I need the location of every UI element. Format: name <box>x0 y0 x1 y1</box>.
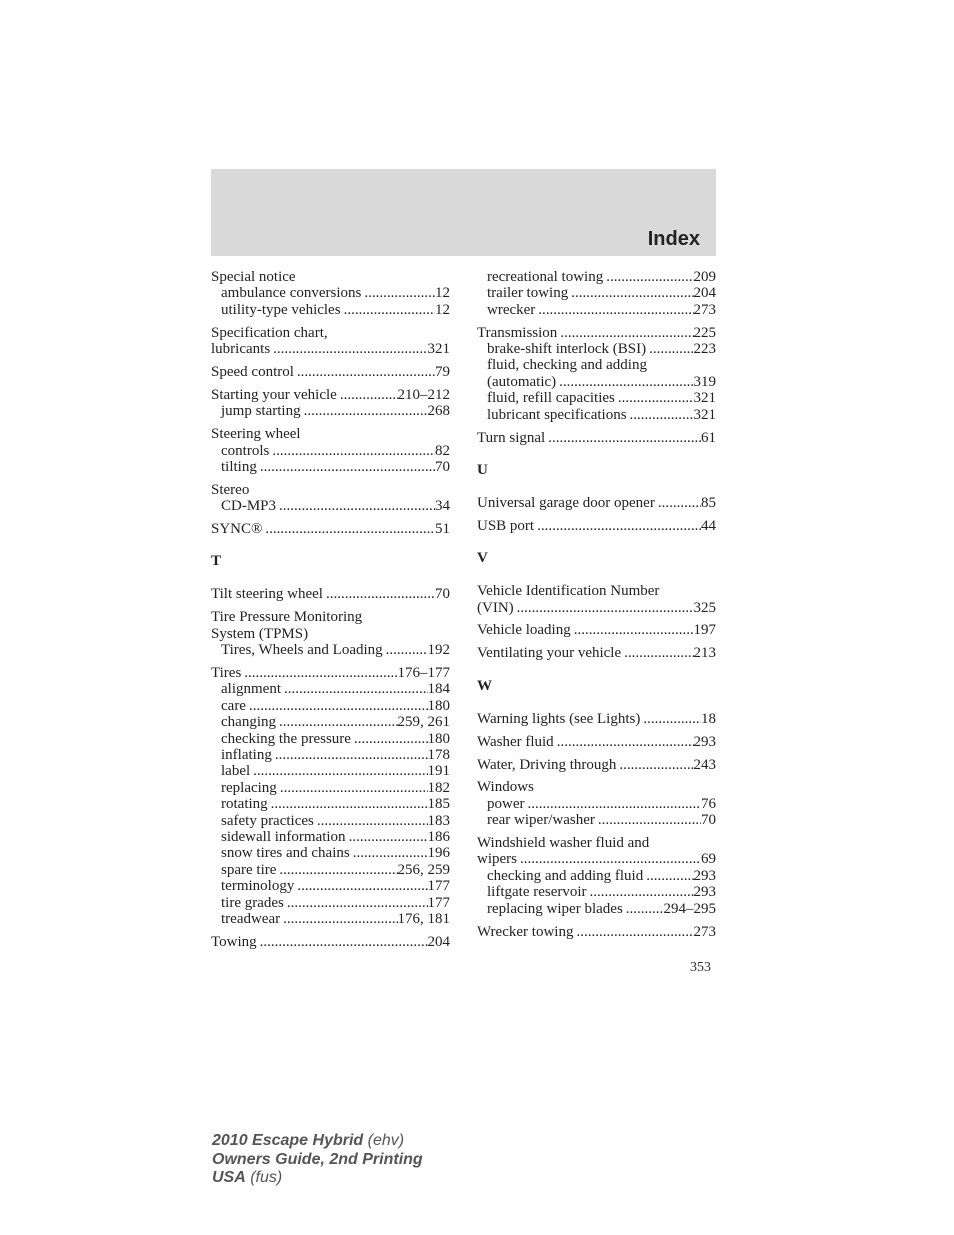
entry-term: checking the pressure <box>221 730 351 747</box>
index-subentry-line <box>477 357 716 373</box>
dot-leader <box>341 302 435 318</box>
index-entry-line <box>211 586 450 602</box>
entry-term: checking and adding fluid <box>487 867 644 884</box>
dot-leader <box>568 285 693 301</box>
entry-term: care <box>221 697 246 714</box>
entry-term: (VIN) <box>477 599 514 616</box>
index-subentry-line <box>211 813 450 829</box>
index-entry <box>477 734 716 750</box>
index-subentry-line <box>211 878 450 894</box>
dot-leader <box>615 390 694 406</box>
dot-leader <box>646 341 693 357</box>
entry-page-ref: 44 <box>701 517 716 534</box>
entry-term: fluid, checking and adding <box>487 357 647 374</box>
entry-term: replacing <box>221 779 277 796</box>
dot-leader <box>534 518 701 534</box>
dot-leader <box>514 600 694 616</box>
entry-page-ref: 197 <box>693 622 716 639</box>
entry-page-ref: 69 <box>701 851 716 868</box>
dot-leader <box>328 325 450 341</box>
entry-term: Tilt steering wheel <box>211 586 323 603</box>
entry-page-ref: 294–295 <box>663 900 716 917</box>
index-subentry-line <box>211 498 450 514</box>
dot-leader <box>573 924 693 940</box>
entry-term: System (TPMS) <box>211 625 309 642</box>
entry-page-ref: 85 <box>701 494 716 511</box>
index-entry <box>477 495 716 511</box>
entry-term: controls <box>221 442 270 459</box>
dot-leader <box>296 269 450 285</box>
index-subentry-line <box>211 796 450 812</box>
dot-leader <box>277 780 428 796</box>
entry-page-ref: 182 <box>427 779 450 796</box>
entry-term: Ventilating your vehicle <box>477 645 622 662</box>
index-entry <box>211 482 450 515</box>
index-subentry-line <box>477 302 716 318</box>
index-entry-line <box>477 851 716 867</box>
index-entry <box>477 269 716 318</box>
entry-page-ref: 180 <box>427 697 450 714</box>
entry-page-ref: 177 <box>427 878 450 895</box>
index-subentry-line <box>211 698 450 714</box>
entry-term: treadwear <box>221 910 281 927</box>
footer-model: 2010 Escape Hybrid <box>212 1132 364 1149</box>
index-section-letter: W <box>477 677 492 694</box>
index-subentry-line <box>477 812 716 828</box>
entry-page-ref: 321 <box>693 406 716 423</box>
index-subentry-line <box>211 731 450 747</box>
index-entry-line <box>211 325 450 341</box>
entry-page-ref: 293 <box>693 867 716 884</box>
entry-term: terminology <box>221 878 295 895</box>
index-subentry-line <box>477 407 716 423</box>
entry-term: spare tire <box>221 861 277 878</box>
entry-term: Water, Driving through <box>477 756 617 773</box>
entry-term: Tires <box>211 665 242 682</box>
entry-term: fluid, refill capacities <box>487 390 615 407</box>
dot-leader <box>647 357 716 373</box>
entry-term: lubricants <box>211 341 271 358</box>
entry-term: recreational towing <box>487 269 604 285</box>
dot-leader <box>621 645 693 661</box>
index-subentry-line <box>211 780 450 796</box>
index-subentry-line <box>477 796 716 812</box>
dot-leader <box>383 642 428 658</box>
index-entry-line <box>477 779 716 795</box>
dot-leader <box>623 901 664 917</box>
entry-page-ref: 268 <box>427 403 450 420</box>
dot-leader <box>571 622 694 638</box>
index-entry <box>477 622 716 638</box>
index-subentry-line <box>477 285 716 301</box>
dot-leader <box>350 845 428 861</box>
dot-leader <box>276 498 435 514</box>
entry-term: Starting your vehicle <box>211 386 337 403</box>
entry-page-ref: 325 <box>693 599 716 616</box>
entry-term: inflating <box>221 746 272 763</box>
index-subentry-line <box>211 459 450 475</box>
entry-page-ref: 70 <box>701 812 716 829</box>
dot-leader <box>554 734 694 750</box>
index-entry-line <box>477 924 716 940</box>
dot-leader <box>627 407 694 423</box>
dot-leader <box>281 681 428 697</box>
index-entry <box>477 325 716 423</box>
index-entry-line <box>211 269 450 285</box>
entry-page-ref: 176, 181 <box>397 910 450 927</box>
footer-line-2 <box>212 1151 423 1170</box>
index-entry <box>211 364 450 380</box>
dot-leader <box>257 934 428 950</box>
entry-term: Specification chart, <box>211 324 328 341</box>
entry-page-ref: 12 <box>435 301 450 318</box>
index-subentry-line <box>211 681 450 697</box>
dot-leader <box>268 796 428 812</box>
index-column-left <box>211 269 450 957</box>
entry-term: Steering wheel <box>211 426 301 443</box>
entry-term: (automatic) <box>487 373 557 390</box>
entry-term: wipers <box>477 851 517 868</box>
index-entry <box>211 521 450 537</box>
index-subentry-line <box>477 868 716 884</box>
entry-page-ref: 178 <box>427 746 450 763</box>
document-footer <box>212 1132 423 1188</box>
index-section-letter: T <box>211 553 222 570</box>
index-entry-line <box>211 626 450 642</box>
entry-page-ref: 61 <box>701 429 716 446</box>
entry-term: sidewall information <box>221 828 346 845</box>
entry-page-ref: 186 <box>427 828 450 845</box>
index-subentry-line <box>211 714 450 730</box>
index-section-letter: V <box>477 550 488 567</box>
index-entry <box>211 426 450 475</box>
dot-leader <box>535 302 693 318</box>
entry-page-ref: 82 <box>435 442 450 459</box>
index-section-letter: U <box>477 461 488 478</box>
page-title: Index <box>647 228 700 250</box>
entry-page-ref: 12 <box>435 285 450 302</box>
index-subentry-line <box>211 911 450 927</box>
dot-leader <box>262 521 435 537</box>
entry-term: CD-MP3 <box>221 498 277 515</box>
index-entry-line <box>477 835 716 851</box>
entry-term: trailer towing <box>487 285 569 302</box>
dot-leader <box>294 364 435 380</box>
index-subentry-line <box>477 884 716 900</box>
index-entry <box>211 586 450 602</box>
entry-page-ref: 273 <box>693 923 716 940</box>
entry-page-ref: 70 <box>435 586 450 603</box>
dot-leader <box>269 443 435 459</box>
dot-leader <box>595 812 701 828</box>
entry-term: Universal garage door opener <box>477 494 655 511</box>
dot-leader <box>659 583 716 599</box>
dot-leader <box>346 829 428 845</box>
entry-term: rotating <box>221 796 268 813</box>
index-entry-line <box>211 341 450 357</box>
entry-term: ambulance conversions <box>221 285 362 302</box>
dot-leader <box>517 851 701 867</box>
index-entry-line <box>477 757 716 773</box>
dot-leader <box>272 747 428 763</box>
index-entry <box>211 269 450 318</box>
entry-page-ref: 180 <box>427 730 450 747</box>
entry-page-ref: 184 <box>427 681 450 698</box>
index-entry <box>477 645 716 661</box>
index-entry-line <box>211 364 450 380</box>
entry-page-ref: 223 <box>693 341 716 358</box>
index-entry-line <box>477 518 716 534</box>
entry-page-ref: 204 <box>693 285 716 302</box>
entry-page-ref: 321 <box>693 390 716 407</box>
dot-leader <box>351 731 428 747</box>
index-entry-line <box>477 495 716 511</box>
dot-leader <box>557 325 693 341</box>
dot-leader <box>323 586 435 602</box>
index-entry-line <box>477 430 716 446</box>
entry-term: power <box>487 795 525 812</box>
dot-leader <box>545 430 701 446</box>
footer-line-3 <box>212 1169 423 1188</box>
dot-leader <box>556 374 693 390</box>
index-entry-line <box>477 325 716 341</box>
dot-leader <box>308 626 450 642</box>
dot-leader <box>270 341 427 357</box>
dot-leader <box>314 813 428 829</box>
index-subentry-line <box>211 862 450 878</box>
dot-leader <box>301 426 450 442</box>
entry-page-ref: 79 <box>435 363 450 380</box>
entry-page-ref: 176–177 <box>397 665 450 682</box>
entry-term: label <box>221 763 251 780</box>
index-entry <box>477 518 716 534</box>
index-entry <box>477 583 716 616</box>
footer-model-code: (ehv) <box>363 1132 405 1149</box>
index-subentry-line <box>211 895 450 911</box>
entry-term: Turn signal <box>477 429 546 446</box>
entry-page-ref: 185 <box>427 796 450 813</box>
entry-page-ref: 210–212 <box>397 386 450 403</box>
index-entry <box>211 387 450 420</box>
dot-leader <box>241 665 397 681</box>
index-entry-line <box>477 600 716 616</box>
dot-leader <box>276 862 397 878</box>
entry-term: liftgate reservoir <box>487 884 587 901</box>
entry-page-ref: 34 <box>435 498 450 515</box>
index-subentry-line <box>477 390 716 406</box>
entry-page-ref: 18 <box>701 710 716 727</box>
dot-leader <box>250 763 427 779</box>
entry-page-ref: 213 <box>693 645 716 662</box>
entry-page-ref: 196 <box>427 845 450 862</box>
entry-term: brake-shift interlock (BSI) <box>487 341 647 358</box>
index-entry-line <box>477 711 716 727</box>
index-subentry-line <box>211 845 450 861</box>
entry-page-ref: 177 <box>427 894 450 911</box>
footer-line-1 <box>212 1132 423 1151</box>
entry-page-ref: 243 <box>693 756 716 773</box>
entry-page-ref: 191 <box>427 763 450 780</box>
dot-leader <box>284 895 428 911</box>
dot-leader <box>294 878 427 894</box>
index-subentry-line <box>477 341 716 357</box>
entry-term: alignment <box>221 681 281 698</box>
entry-page-ref: 183 <box>427 812 450 829</box>
entry-term: replacing wiper blades <box>487 900 623 917</box>
index-entry-line <box>211 482 450 498</box>
dot-leader <box>643 868 693 884</box>
entry-term: Windshield washer fluid and <box>477 835 650 852</box>
entry-page-ref: 70 <box>435 458 450 475</box>
index-subentry-line <box>477 901 716 917</box>
footer-market-code: (fus) <box>245 1169 283 1186</box>
entry-term: Windows <box>477 779 534 796</box>
index-entry <box>211 609 450 658</box>
index-subentry-line <box>211 403 450 419</box>
entry-term: snow tires and chains <box>221 845 350 862</box>
entry-page-ref: 293 <box>693 884 716 901</box>
entry-page-ref: 293 <box>693 733 716 750</box>
dot-leader <box>362 609 450 625</box>
entry-term: safety practices <box>221 812 314 829</box>
entry-term: Stereo <box>211 481 250 498</box>
entry-term: Tire Pressure Monitoring <box>211 609 363 626</box>
index-entry <box>211 934 450 950</box>
index-subentry-line <box>477 269 716 285</box>
dot-leader <box>280 911 397 927</box>
dot-leader <box>361 285 435 301</box>
entry-term: Vehicle loading <box>477 622 571 639</box>
index-entry-line <box>211 609 450 625</box>
entry-term: changing <box>221 714 276 731</box>
entry-term: Tires, Wheels and Loading <box>221 642 383 659</box>
entry-page-ref: 259, 261 <box>397 714 450 731</box>
dot-leader <box>301 403 428 419</box>
index-entry <box>477 779 716 828</box>
index-entry-line <box>211 521 450 537</box>
entry-term: USB port <box>477 517 535 534</box>
dot-leader <box>649 835 716 851</box>
dot-leader <box>640 711 701 727</box>
dot-leader <box>655 495 701 511</box>
dot-leader <box>257 459 435 475</box>
page-number: 353 <box>690 960 711 975</box>
index-entry <box>477 711 716 727</box>
footer-market: USA <box>212 1169 246 1186</box>
index-subentry-line <box>211 829 450 845</box>
index-subentry-line <box>211 763 450 779</box>
entry-page-ref: 256, 259 <box>397 861 450 878</box>
index-entry-line <box>477 622 716 638</box>
index-subentry-line <box>211 642 450 658</box>
index-entry-line <box>477 734 716 750</box>
entry-page-ref: 321 <box>427 341 450 358</box>
dot-leader <box>246 698 428 714</box>
entry-term: Transmission <box>477 324 558 341</box>
entry-term: Vehicle Identification Number <box>477 583 660 600</box>
entry-page-ref: 319 <box>693 373 716 390</box>
index-entry-line <box>211 426 450 442</box>
entry-page-ref: 204 <box>427 933 450 950</box>
dot-leader <box>616 757 693 773</box>
dot-leader <box>603 269 693 285</box>
entry-term: SYNC® <box>211 521 263 538</box>
index-subentry-line <box>211 302 450 318</box>
dot-leader <box>276 714 398 730</box>
entry-page-ref: 209 <box>693 269 716 285</box>
entry-term: Washer fluid <box>477 733 554 750</box>
entry-page-ref: 76 <box>701 795 716 812</box>
index-column-right <box>477 269 716 946</box>
index-entry-line <box>211 387 450 403</box>
index-entry-line <box>211 934 450 950</box>
entry-term: tire grades <box>221 894 284 911</box>
entry-term: tilting <box>221 458 257 475</box>
index-entry-line <box>477 645 716 661</box>
dot-leader <box>587 884 694 900</box>
entry-page-ref: 273 <box>693 301 716 318</box>
entry-term: jump starting <box>221 403 301 420</box>
dot-leader <box>534 779 716 795</box>
index-header-band <box>211 169 716 256</box>
index-subentry-line <box>211 747 450 763</box>
entry-term: lubricant specifications <box>487 406 627 423</box>
dot-leader <box>249 482 450 498</box>
index-entry <box>477 757 716 773</box>
index-subentry-line <box>211 443 450 459</box>
entry-term: utility-type vehicles <box>221 301 341 318</box>
index-subentry-line <box>477 374 716 390</box>
index-subentry-line <box>211 285 450 301</box>
index-entry-line <box>477 583 716 599</box>
index-entry-line <box>211 665 450 681</box>
entry-term: Towing <box>211 933 257 950</box>
dot-leader <box>337 387 398 403</box>
entry-term: Speed control <box>211 363 294 380</box>
dot-leader <box>525 796 702 812</box>
index-entry <box>477 430 716 446</box>
entry-term: wrecker <box>487 301 536 318</box>
footer-guide: Owners Guide, 2nd Printing <box>212 1150 423 1168</box>
entry-page-ref: 225 <box>693 324 716 341</box>
entry-term: Special notice <box>211 269 296 285</box>
entry-term: Warning lights (see Lights) <box>477 710 641 727</box>
entry-term: rear wiper/washer <box>487 812 595 829</box>
index-entry <box>477 924 716 940</box>
entry-page-ref: 51 <box>435 521 450 538</box>
entry-page-ref: 192 <box>427 642 450 659</box>
index-entry <box>211 325 450 358</box>
index-entry <box>211 665 450 927</box>
index-entry <box>477 835 716 917</box>
entry-term: Wrecker towing <box>477 923 574 940</box>
